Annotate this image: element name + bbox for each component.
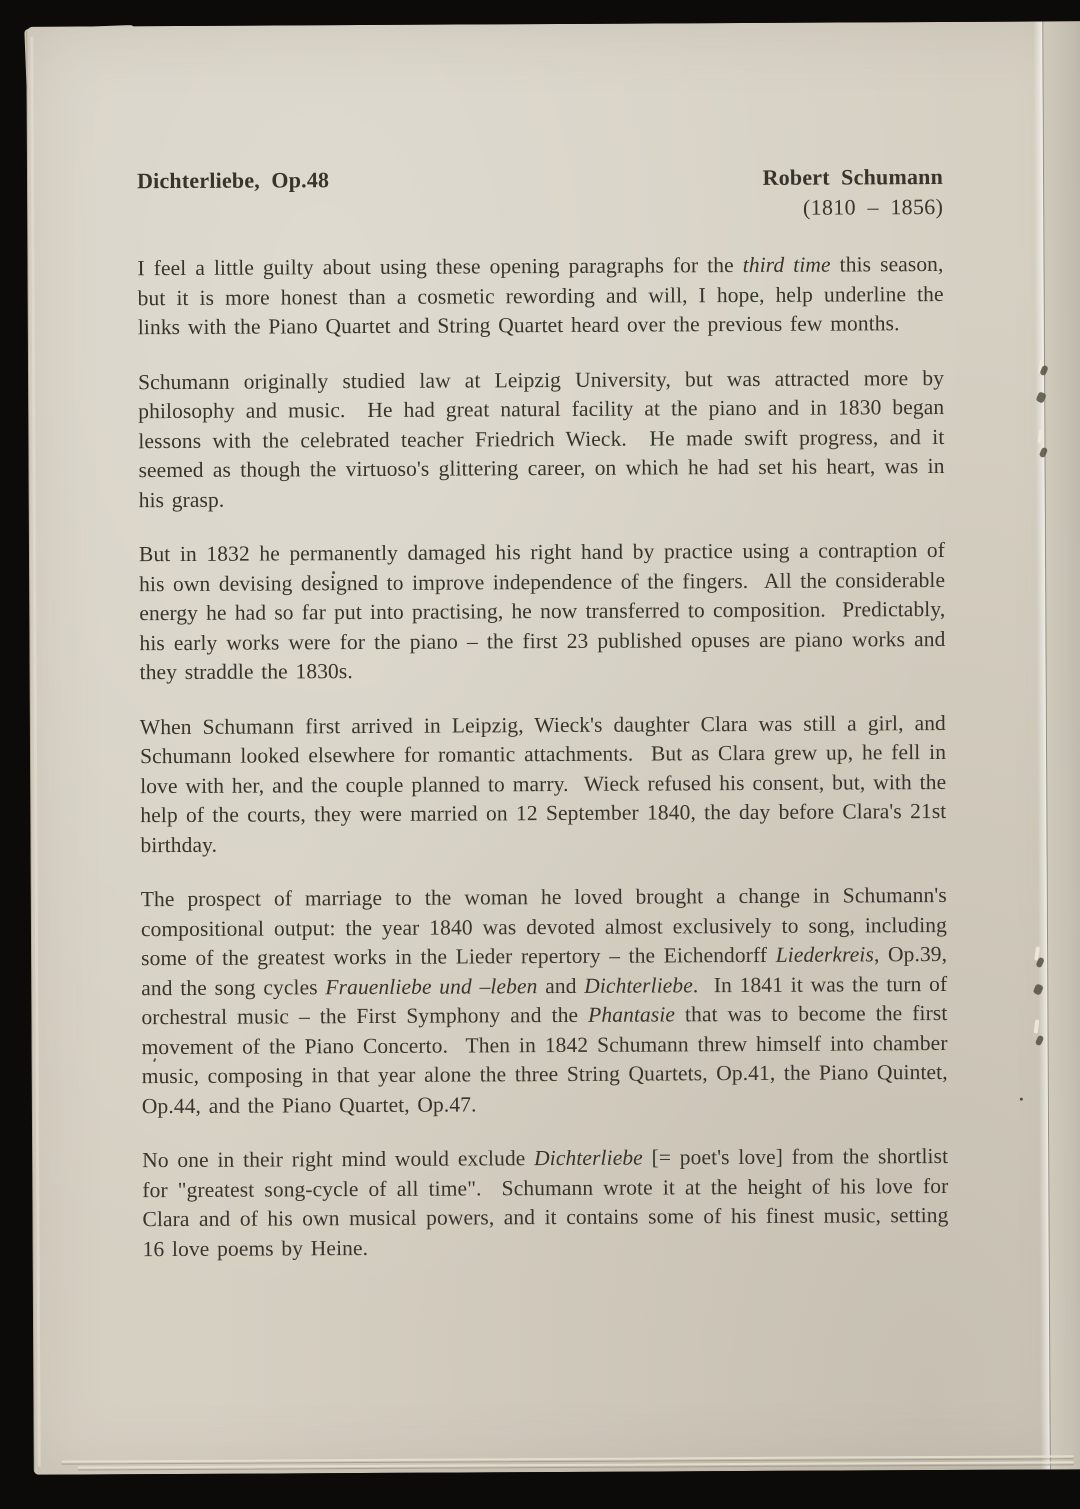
paragraph: The prospect of marriage to the woman he loved brought a change in Schumann's compositional output: the year 1840 was devoted almost exclusively to song, including some of the greatest works in the Lieder repertory – the Eichendorff Liederkreis, Op.39, and the song cycles Frauenliebe und –leben and Dichterliebe. In 1841 it was the turn of orchestral music – the First Symphony and the Phantasie that was to become the first movement of the Piano Concerto. Then in 1842 Schumann threw himself into chamber music, composing in that year alone the three String Quartets, Op.41, the Piano Quintet, Op.44, and the Piano Quartet, Op.47.: [140, 882, 948, 1118]
composer-name: Robert Schumann: [762, 163, 944, 190]
composer-dates: (1810 – 1856): [802, 193, 944, 220]
work-title: Dichterliebe, Op.48: [136, 167, 330, 194]
paragraph: No one in their right mind would exclude Dichterliebe [= poet's love] from the shortlist for "greatest song-cycle of all time". Schumann wrote it at the height of his love for Clara and of his own musical powers, and it contains some of his finest music, setting 16 love poems by Heine.: [142, 1143, 949, 1261]
page-header: [137, 164, 943, 224]
dust-speck: [1020, 1098, 1023, 1101]
paragraph: I feel a little guilty about using these opening paragraphs for the third time this season, but it is more honest than a cosmetic rewording and will, I hope, help underline the links with the Piano Quartet and String Quartet heard over the previous few months.: [137, 251, 944, 340]
paragraphs: [137, 250, 948, 1264]
composer-block: [762, 164, 943, 221]
page-content: [137, 164, 949, 1289]
paragraph: But in 1832 he permanently damaged his right hand by practice using a contraption of his own devising designed to improve independence of the fingers. All the considerable energy he had so far put into practising, he now transferred to composition. Predictably, his early works were for the piano – the first 23 published opuses are piano works and they straddle the 1830s.: [138, 537, 946, 685]
paragraph: Schumann originally studied law at Leipzig University, but was attracted more by philosophy and music. He had great natural facility at the piano and in 1830 began lessons with the celebrated teacher Friedrich Wieck. He made swift progress, and it seemed as though the virtuoso's glittering career, on which he had set his heart, was in his grasp.: [138, 365, 945, 512]
program-page: [26, 21, 1080, 1474]
paragraph: When Schumann first arrived in Leipzig, Wieck's daughter Clara was still a girl, and Schumann looked elsewhere for romantic attachments. But as Clara grew up, he fell in love with her, and the couple planned to marry. Wieck refused his consent, but, with the help of the courts, they were married on 12 September 1840, the day before Clara's 21st birthday.: [139, 710, 947, 857]
